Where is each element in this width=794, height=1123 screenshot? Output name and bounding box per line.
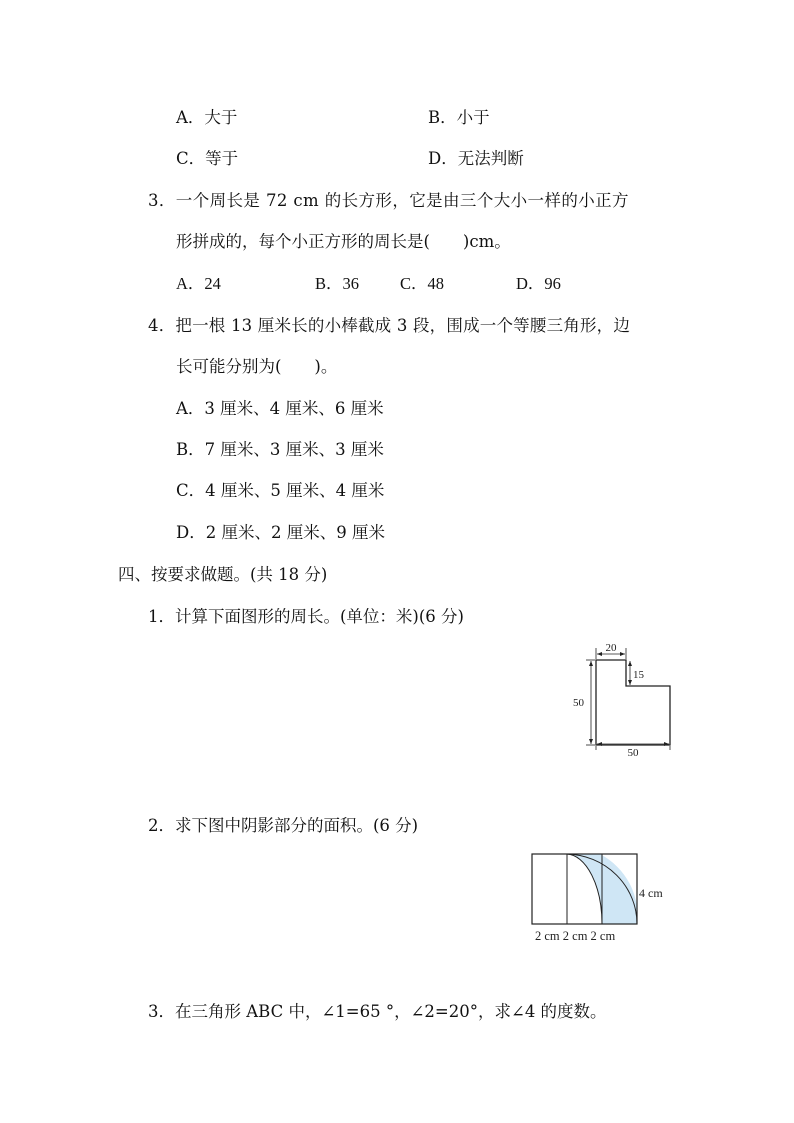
q4-stem-line1: 4．把一根 13 厘米长的小棒截成 3 段，围成一个等腰三角形，边 xyxy=(148,316,631,335)
q2-option-d: D．无法判断 xyxy=(428,149,524,168)
q4-option-a: A．3 厘米、4 厘米、6 厘米 xyxy=(176,399,384,418)
section-heading: 四、按要求做题。(共 18 分) xyxy=(118,565,328,584)
q3-option-a: A．24 xyxy=(176,274,221,293)
q4-option-d: D．2 厘米、2 厘米、9 厘米 xyxy=(176,523,385,542)
q2-option-b: B．小于 xyxy=(428,108,490,127)
q3-option-d: D．96 xyxy=(516,274,561,293)
problem3-text: 3．在三角形 ABC 中，∠1=65 °，∠2=20°，求∠4 的度数。 xyxy=(148,1002,607,1021)
width-labels: 2 cm 2 cm 2 cm xyxy=(535,929,616,943)
problem1-text: 1．计算下面图形的周长。(单位：米)(6 分) xyxy=(148,607,464,626)
q3-stem-line2: 形拼成的，每个小正方形的周长是( )cm。 xyxy=(176,232,511,251)
q4-stem-line2: 长可能分别为( )。 xyxy=(176,357,338,376)
left-dimension-label: 50 xyxy=(573,697,584,709)
q2-option-c: C．等于 xyxy=(176,149,239,168)
q4-option-b: B．7 厘米、3 厘米、3 厘米 xyxy=(176,440,384,459)
height-label: 4 cm xyxy=(639,886,663,900)
notch-dimension-label: 15 xyxy=(633,669,644,681)
q2-option-a: A．大于 xyxy=(176,108,238,127)
q3-option-c: C．48 xyxy=(400,274,445,293)
l-shape-figure xyxy=(560,640,685,765)
bottom-dimension-label: 50 xyxy=(627,747,639,759)
q4-option-c: C．4 厘米、5 厘米、4 厘米 xyxy=(176,481,385,500)
q3-stem-line1: 3．一个周长是 72 cm 的长方形，它是由三个大小一样的小正方 xyxy=(148,191,629,210)
shaded-area-figure xyxy=(530,850,680,945)
top-dimension-label: 20 xyxy=(605,642,617,654)
problem2-text: 2．求下图中阴影部分的面积。(6 分) xyxy=(148,816,419,835)
q3-option-b: B．36 xyxy=(315,274,360,293)
